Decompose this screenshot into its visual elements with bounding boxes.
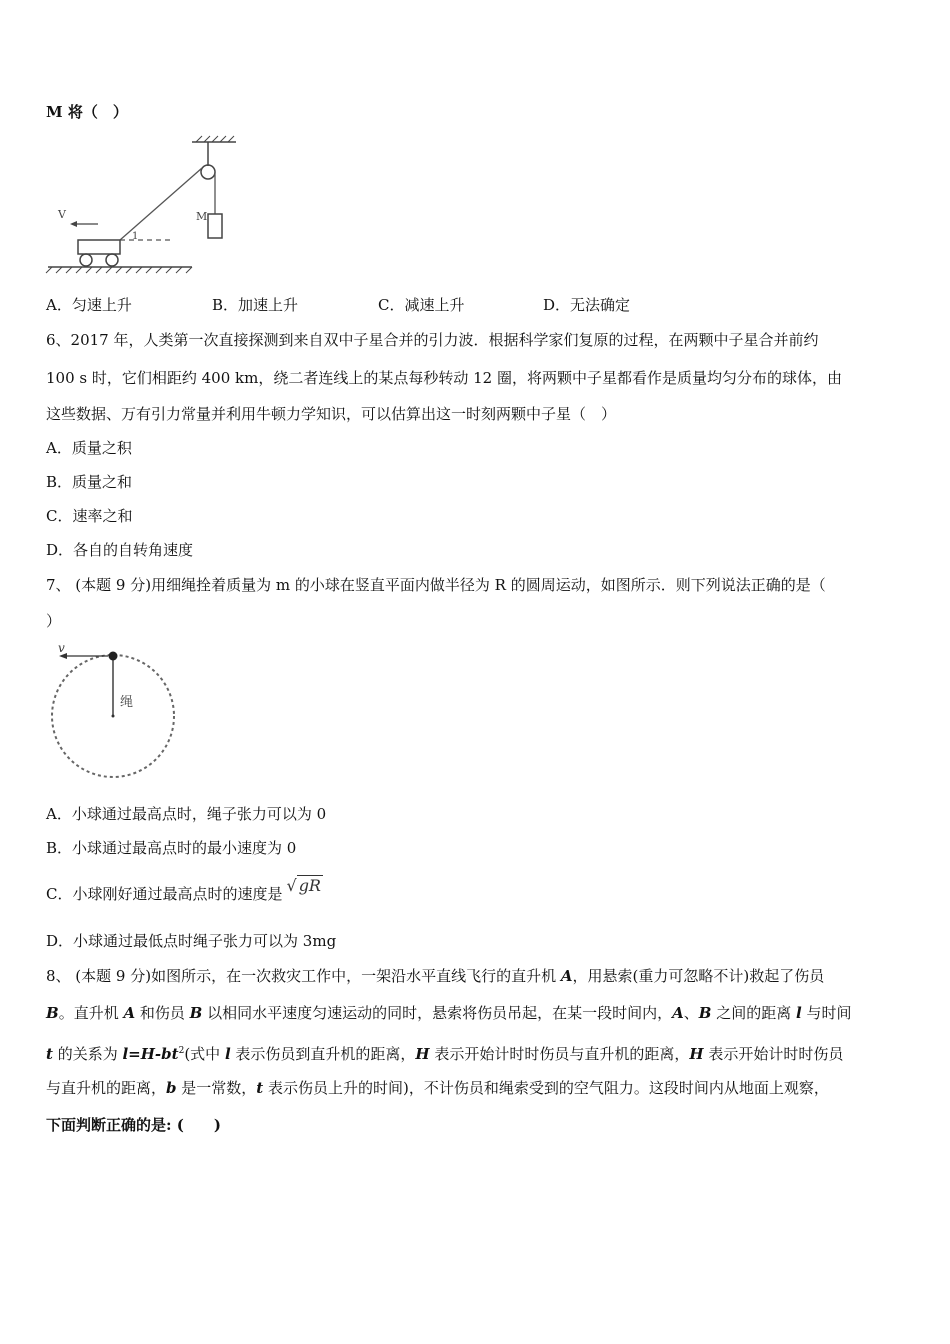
velocity-label: V xyxy=(58,208,66,221)
q8-l3-c: 表示伤员到直升机的距离， xyxy=(230,1045,416,1063)
q8-l3-l: l xyxy=(224,1045,231,1063)
q8-l4-d: 表示伤员上升的时间)，不计伤员和绳索受到的空气阻力。这段时间内从地面上观察， xyxy=(263,1079,829,1097)
q6-stem-line-3: 这些数据、万有引力常量并利用牛顿力学知识，可以估算出这一时刻两颗中子星（ ） xyxy=(46,405,617,423)
q8-l3-d: 表示开始计时时伤员与直升机的距离， xyxy=(429,1045,690,1063)
q5-stem-tail: M 将（ ） xyxy=(46,103,128,121)
q8-l4-t: t xyxy=(256,1079,264,1097)
q8-l3-formula: l=H-bt xyxy=(122,1045,179,1063)
q7-stem-line-1: 7、 (本题 9 分)用细绳拴着质量为 m 的小球在竖直平面内做半径为 R 的圆周运动，如图所示．则下列说法正确的是（ xyxy=(46,576,826,594)
q6-option-a: A．质量之积 xyxy=(46,439,132,457)
q5-option-c: C．减速上升 xyxy=(378,296,465,314)
q8-l2-B2: B xyxy=(189,1004,203,1022)
q8-l2-e: 之间的距离 xyxy=(711,1004,797,1022)
q8-l3-t: t xyxy=(46,1045,53,1063)
q7-option-b: B．小球通过最高点时的最小速度为 0 xyxy=(46,839,297,857)
ball xyxy=(109,652,118,661)
q8-l2-a: 。直升机 xyxy=(58,1004,124,1022)
q8-l3-sup: 2 xyxy=(178,1046,185,1056)
q5-option-b: B．加速上升 xyxy=(212,296,299,314)
q8-l4-c: 是一常数， xyxy=(176,1079,257,1097)
q8-l2-l: l xyxy=(796,1004,802,1022)
q7-stem-line-2: ） xyxy=(46,612,62,630)
q8-l1-A: A xyxy=(560,967,573,985)
q7-option-c-text: C．小球刚好通过最高点时的速度是 xyxy=(46,885,283,903)
q8-l4-b: b xyxy=(166,1079,177,1097)
q6-option-d: D．各自的自转角速度 xyxy=(46,541,194,559)
q7-option-d: D．小球通过最低点时绳子张力可以为 3mg xyxy=(46,932,337,950)
q8-l3-a: 的关系为 xyxy=(52,1045,123,1063)
q8-l3-e: 表示开始计时时伤员 xyxy=(703,1045,844,1063)
q8-l4-a: 与直升机的距离， xyxy=(46,1079,167,1097)
q7-option-c xyxy=(46,876,323,904)
mass-label: M xyxy=(196,210,208,223)
q8-stem-line-1 xyxy=(46,966,824,986)
q6-stem-line-2: 100 s 时，它们相距约 400 km，绕二者连线上的某点每秒转动 12 圈，将两颗中子星都看作是质量均匀分布的球体，由 xyxy=(46,369,842,387)
pulley xyxy=(201,165,215,179)
q8-stem-line-2 xyxy=(46,1003,852,1023)
q8-l2-b: 和伤员 xyxy=(135,1004,190,1022)
q8-l2-A1: A xyxy=(123,1004,136,1022)
sqrt-radicand: gR xyxy=(298,876,321,895)
q5-option-a: A．匀速上升 xyxy=(46,296,132,314)
q8-l3-H2: H xyxy=(689,1045,704,1063)
q8-stem-line-3 xyxy=(46,1041,843,1064)
q8-l2-d: 、 xyxy=(683,1004,699,1022)
angle-label: 1 xyxy=(132,231,139,242)
q8-l2-B3: B xyxy=(698,1004,712,1022)
cart xyxy=(78,240,120,254)
q8-stem-line-4 xyxy=(46,1078,829,1098)
q5-pulley-figure xyxy=(46,136,246,276)
q5-option-d: D．无法确定 xyxy=(543,296,631,314)
q7-option-a: A．小球通过最高点时，绳子张力可以为 0 xyxy=(46,805,327,823)
rope-label: 绳 xyxy=(120,695,134,710)
q6-option-c: C．速率之和 xyxy=(46,507,133,525)
q6-stem-line-1: 6、2017 年，人类第一次直接探测到来自双中子星合并的引力波．根据科学家们复原的过程，在两颗中子星合并前约 xyxy=(46,331,819,349)
q6-option-b: B．质量之和 xyxy=(46,473,133,491)
velocity-label: v xyxy=(58,641,65,655)
mass-block xyxy=(208,214,222,238)
q8-l1-b: ，用悬索(重力可忽略不计)救起了伤员 xyxy=(572,967,825,985)
q8-l2-c: 以相同水平速度匀速运动的同时，悬索将伤员吊起，在某一段时间内， xyxy=(202,1004,673,1022)
sqrt-formula: √ gR xyxy=(286,876,321,895)
q8-l1-a: 8、 (本题 9 分)如图所示，在一次救灾工作中，一架沿水平直线飞行的直升机 xyxy=(46,967,561,985)
q8-l2-f: 与时间 xyxy=(801,1004,852,1022)
q7-circle-figure xyxy=(46,642,186,782)
q8-l2-A2: A xyxy=(672,1004,684,1022)
q8-l3-H1: H xyxy=(415,1045,430,1063)
q8-l3-b: (式中 xyxy=(184,1045,225,1063)
q8-stem-line-5: 下面判断正确的是: ( ) xyxy=(46,1116,221,1134)
q8-l2-B1: B xyxy=(46,1004,59,1022)
